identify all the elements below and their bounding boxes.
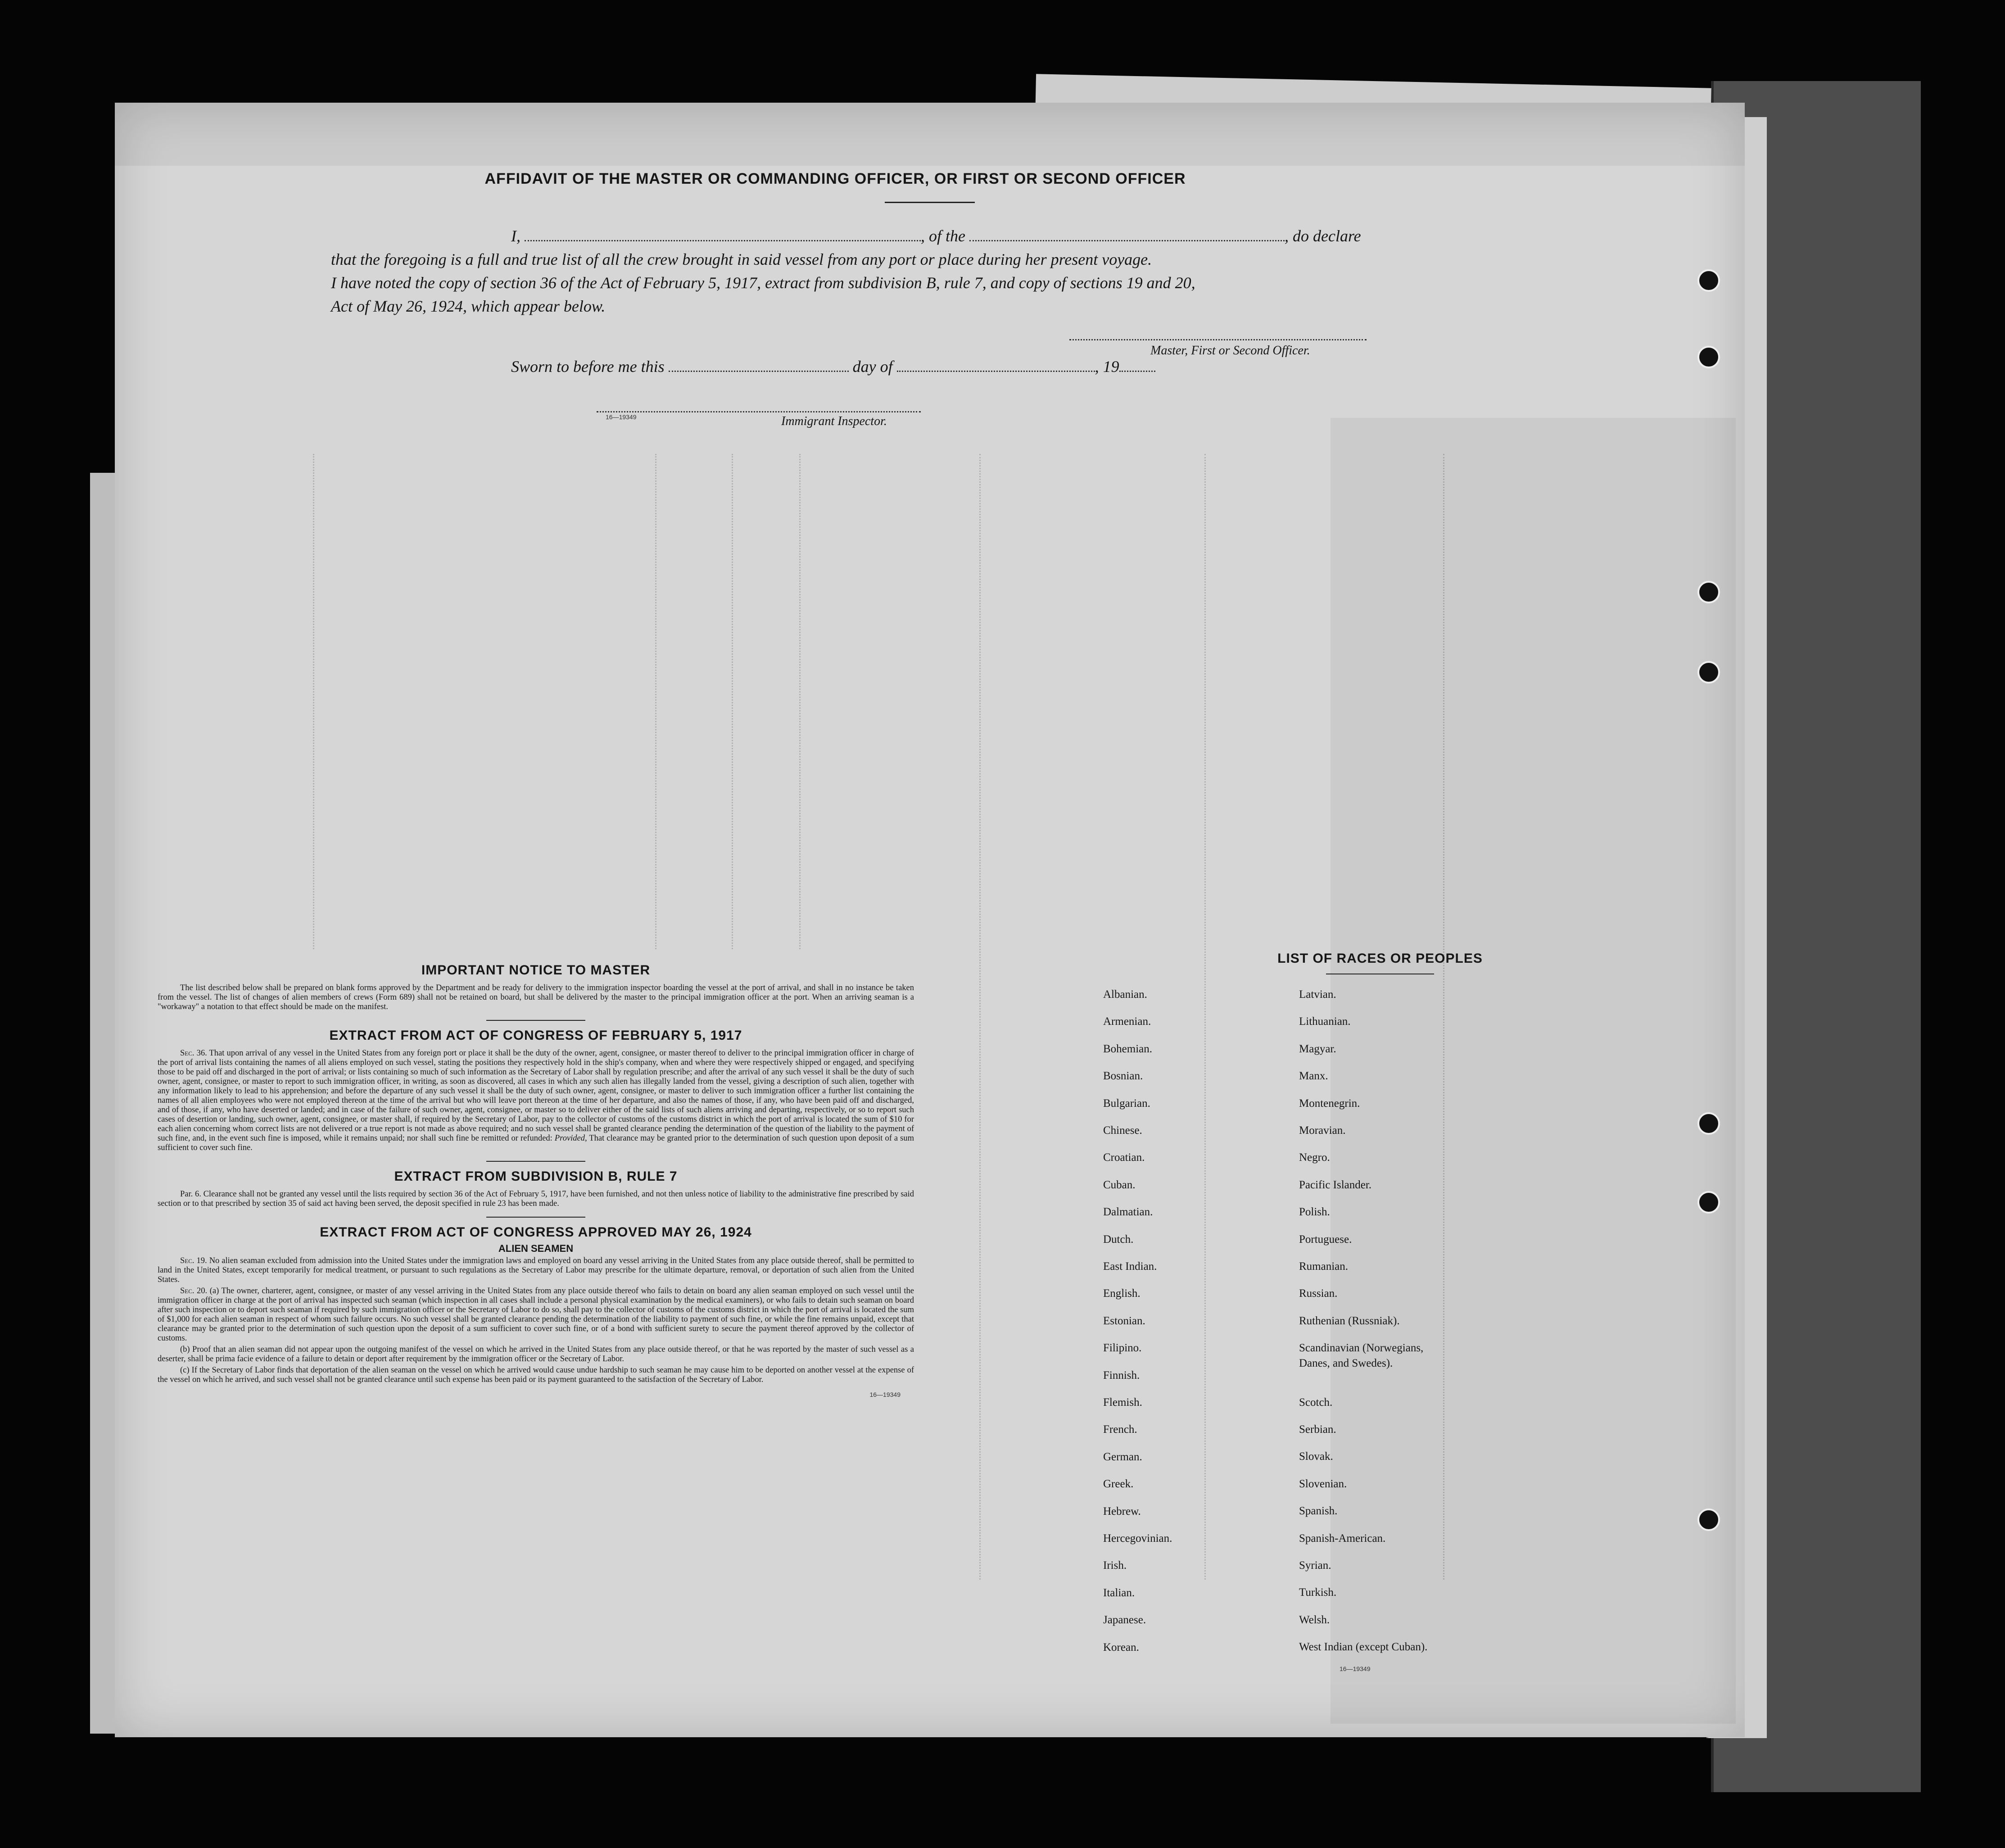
binder-hole	[1697, 581, 1720, 603]
inspector-label: Immigrant Inspector.	[781, 414, 887, 428]
sec-19	[158, 1256, 914, 1285]
extract-1924-title: EXTRACT FROM ACT OF CONGRESS APPROVED MAY 26, 1924	[320, 1225, 752, 1240]
race-item: German.	[1103, 1450, 1142, 1463]
section-divider	[486, 1020, 585, 1021]
affidavit-i: I,	[511, 227, 520, 245]
proviso-text: That clearance may be granted prior to the determination of such question upon deposit of a sum sufficient to cover such fine.	[158, 1134, 914, 1152]
race-item: Filipino.	[1103, 1342, 1142, 1354]
race-item: Spanish-American.	[1299, 1532, 1386, 1545]
sworn-day-field[interactable]	[669, 358, 849, 372]
sworn-year-prefix: , 19	[1095, 358, 1119, 376]
race-item: Moravian.	[1299, 1124, 1346, 1137]
affidavit-line-2: that the foregoing is a full and true list of all the crew brought in said vessel from any port or place during her present voyage.	[331, 250, 1152, 268]
show-through-rule	[313, 454, 314, 949]
alien-seamen-subtitle: ALIEN SEAMEN	[498, 1243, 574, 1254]
sec-20a-text: (a) The owner, charterer, agent, consignee, or master of any vessel arriving in the United States from any place outside thereof who fails to detain on board any alien seaman employed on such vessel until the immigration officer in charge at the port of arrival has inspected such seaman (which inspection in all cases shall include a personal physical examination by the medical examiners), or who fails to detain such seaman on board after such inspection or to deport such seaman if required by such immigration officer or the Secretary of Labor to do so, shall pay to the collector of customs of the customs district in which the port of arrival is located the sum of $1,000 for each alien seaman in respect of whom such failure occurs. No such vessel shall be granted clearance pending the determination of the liability to payment of such fine, or while the fine remains unpaid, except that clearance may be granted prior to the determination of such question upon the deposit of a sum sufficient to cover such fine, or of a bond with sufficient surety to secure the payment thereof approved by the collector of customs.	[158, 1286, 914, 1343]
race-item: West Indian (except Cuban).	[1299, 1641, 1428, 1653]
show-through-rule	[655, 454, 656, 949]
race-item: Armenian.	[1103, 1015, 1151, 1028]
binder-hole	[1697, 1191, 1720, 1214]
extract-1917-body	[158, 1049, 914, 1153]
show-through-rule	[979, 454, 981, 1580]
race-item: Ruthenian (Russniak).	[1299, 1314, 1400, 1327]
race-item: East Indian.	[1103, 1260, 1157, 1273]
race-item: Greek.	[1103, 1478, 1134, 1490]
affidavit-line-4: Act of May 26, 1924, which appear below.	[331, 297, 606, 315]
affidavit-of-the: , of the	[921, 227, 965, 245]
sworn-year-field[interactable]	[1119, 358, 1155, 372]
vessel-field[interactable]	[969, 227, 1285, 241]
race-item: Japanese.	[1103, 1614, 1146, 1626]
sworn-day-of: day of	[852, 358, 893, 376]
race-item: Korean.	[1103, 1641, 1139, 1653]
race-item: Irish.	[1103, 1559, 1127, 1572]
race-item: Bosnian.	[1103, 1070, 1143, 1083]
inspector-signature-line[interactable]	[597, 411, 921, 412]
race-item: Cuban.	[1103, 1178, 1136, 1191]
signature-label: Master, First or Second Officer.	[1150, 344, 1310, 358]
race-item: Danes, and Swedes).	[1299, 1357, 1393, 1370]
sworn-line	[511, 357, 1155, 376]
race-item: Lithuanian.	[1299, 1015, 1351, 1028]
sec-36-label: Sec. 36.	[180, 1049, 207, 1058]
race-item: Slovak.	[1299, 1450, 1333, 1463]
affidavit-line-3: I have noted the copy of section 36 of the Act of February 5, 1917, extract from subdivision B, rule 7, and copy of sections 19 and 20,	[331, 274, 1195, 292]
sec-20c: (c) If the Secretary of Labor finds that deportation of the alien seaman on the vessel on which he arrived would cause undue hardship to such seaman he may cause him to be deported on another vessel at the expense of the vessel on which he arrived, and such vessel shall not be granted clearance until such expense has been paid or its payment guaranteed to the satisfaction of the Secretary of Labor.	[158, 1366, 914, 1384]
signature-line[interactable]	[1069, 339, 1367, 340]
sworn-prefix: Sworn to before me this	[511, 358, 665, 376]
affidavit-form-number: 16—19349	[606, 413, 637, 421]
race-item: Finnish.	[1103, 1369, 1140, 1381]
race-item: French.	[1103, 1423, 1137, 1436]
race-item: Scandinavian (Norwegians,	[1299, 1342, 1424, 1354]
races-form-number: 16—19349	[1340, 1665, 1371, 1672]
race-item: Polish.	[1299, 1206, 1330, 1218]
race-item: Hebrew.	[1103, 1505, 1141, 1517]
races-title: LIST OF RACES OR PEOPLES	[1277, 951, 1483, 966]
extract-1917-title: EXTRACT FROM ACT OF CONGRESS OF FEBRUARY 5, 1917	[329, 1028, 742, 1043]
race-item: Serbian.	[1299, 1423, 1336, 1436]
affidavit-title: AFFIDAVIT OF THE MASTER OR COMMANDING OFFICER, OR FIRST OR SECOND OFFICER	[484, 170, 1186, 187]
affidavit-declare: , do declare	[1284, 227, 1361, 245]
race-item: Chinese.	[1103, 1124, 1142, 1137]
race-item: Montenegrin.	[1299, 1097, 1360, 1110]
show-through-rule	[732, 454, 733, 949]
race-item: Spanish.	[1299, 1505, 1338, 1517]
sec-20-label: Sec. 20.	[180, 1286, 208, 1295]
sec-20a	[158, 1286, 914, 1343]
binder-hole	[1697, 661, 1720, 684]
race-item: Scotch.	[1299, 1396, 1333, 1409]
race-item: Latvian.	[1299, 988, 1336, 1001]
race-item: English.	[1103, 1287, 1141, 1300]
race-item: Negro.	[1299, 1151, 1330, 1164]
race-item: Welsh.	[1299, 1613, 1330, 1626]
subdivision-b-body: Par. 6. Clearance shall not be granted any vessel until the lists required by section 36 of the Act of February 5, 1917, have been furnished, and not then unless notice of liability to the administrative fine prescribed by said section or to that prescribed by section 35 of said act having been served, the deposit specified in rule 23 has been made.	[158, 1190, 914, 1208]
proviso-label: Provided,	[554, 1134, 587, 1143]
sworn-month-field[interactable]	[897, 358, 1095, 372]
notice-title: IMPORTANT NOTICE TO MASTER	[421, 963, 651, 978]
notices-form-number: 16—19349	[869, 1391, 901, 1398]
sec-20b: (b) Proof that an alien seaman did not appear upon the outgoing manifest of the vessel on which he arrived in the United States from any place outside thereof, or that he was reported by the master of such vessel as a deserter, shall be prima facie evidence of a failure to detain or deport after requirement by the immigration officer or the Secretary of Labor.	[158, 1345, 914, 1363]
sec-36-text: That upon arrival of any vessel in the United States from any foreign port or place it shall be the duty of the owner, agent, consignee, or master thereof to deliver to the principal immigration officer in charge of the port of arrival lists containing the names of all aliens employed on such vessel, stating the positions they respectively hold in the ship's company, when and where they were respectively shipped or engaged, and specifying those to be paid off and discharged in the port of arrival; or lists containing so much of such information as the Secretary of Labor shall by regulation prescribe; and after the arrival of any such vessel it shall be the duty of such owner, agent, consignee, or master to report to such immigration officer, in writing, as soon as discovered, all cases in which any such alien has illegally landed from the vessel, giving a description of such alien, together with any information likely to lead to his apprehension; and before the departure of any such vessel it shall be the duty of such owner, agent, consignee, or master to deliver to such immigration officer a further list containing the names of all alien employees who were not employed thereon at the time of the arrival but who will leave port thereon at the time of her departure, and also the names of those, if any, who have been paid off and discharged, and of those, if any, who have deserted or landed; and in case of the failure of such owner, agent, consignee, or master so to deliver either of the said lists of such aliens arriving and departing, respectively, or so to report such cases of desertion or landing, such owner, agent, consignee, or master shall, if required by the Secretary of Labor, pay to the collector of customs of the customs district in which the port of arrival is located the sum of $10 for each alien concerning whom correct lists are not delivered or a true report is not made as above required; and no such vessel shall be granted clearance pending the determination of the question of the liability to the payment of such fine, and, in the event such fine is imposed, while it remains unpaid; nor shall such fine be remitted or refunded:	[158, 1049, 914, 1143]
race-item: Dalmatian.	[1103, 1206, 1153, 1218]
affidavit-text	[331, 224, 1547, 318]
title-rule	[885, 202, 975, 203]
sec-19-text: No alien seaman excluded from admission into the United States under the immigration laws and employed on board any vessel arriving in the United States from any place outside thereof, shall be permitted to land in the United States, except temporarily for medical treatment, or pursuant to such regulations as the Secretary of Labor may prescribe for the ultimate departure, removal, or deportation of such alien from the United States.	[158, 1256, 914, 1284]
page-shading	[1331, 418, 1736, 1724]
notices-column	[158, 963, 914, 1398]
sec-19-label: Sec. 19.	[180, 1256, 207, 1265]
race-item: Bohemian.	[1103, 1042, 1153, 1055]
name-field[interactable]	[525, 227, 921, 241]
race-item: Hercegovinian.	[1103, 1532, 1172, 1545]
race-item: Croatian.	[1103, 1151, 1145, 1164]
page-shading	[115, 103, 1745, 166]
race-item: Estonian.	[1103, 1314, 1145, 1327]
show-through-rule	[1204, 454, 1206, 1580]
notice-body: The list described below shall be prepared on blank forms approved by the Department and be ready for delivery to the immigration inspector boarding the vessel at the port of arrival, and shall in no instance be taken from the vessel. The list of changes of alien members of crews (Form 689) shall not be retained on board, but shall be delivered by the master to the principal immigration officer at the port. When an arriving seaman is a "workaway" a notation to that effect should be made on the manifest.	[158, 983, 914, 1011]
binder-hole	[1697, 269, 1720, 292]
binder-hole	[1697, 1508, 1720, 1531]
show-through-rule	[799, 454, 801, 949]
race-item: Turkish.	[1299, 1586, 1337, 1599]
subdivision-b-title: EXTRACT FROM SUBDIVISION B, RULE 7	[394, 1169, 678, 1184]
document-page	[115, 103, 1745, 1737]
section-divider	[486, 1161, 585, 1162]
race-item: Flemish.	[1103, 1396, 1142, 1409]
binder-hole	[1697, 346, 1720, 368]
race-item: Bulgarian.	[1103, 1097, 1150, 1110]
affidavit-line-1	[331, 224, 1547, 248]
race-item: Albanian.	[1103, 988, 1147, 1001]
race-item: Manx.	[1299, 1070, 1328, 1083]
section-divider	[486, 1217, 585, 1218]
race-item: Portuguese.	[1299, 1233, 1352, 1246]
race-item: Russian.	[1299, 1287, 1338, 1300]
race-item: Italian.	[1103, 1586, 1135, 1599]
race-item: Dutch.	[1103, 1233, 1134, 1246]
race-item: Slovenian.	[1299, 1477, 1347, 1490]
race-item: Pacific Islander.	[1299, 1178, 1372, 1191]
binder-hole	[1697, 1112, 1720, 1135]
race-item: Rumanian.	[1299, 1260, 1349, 1273]
race-item: Magyar.	[1299, 1042, 1336, 1055]
race-item: Syrian.	[1299, 1559, 1331, 1572]
